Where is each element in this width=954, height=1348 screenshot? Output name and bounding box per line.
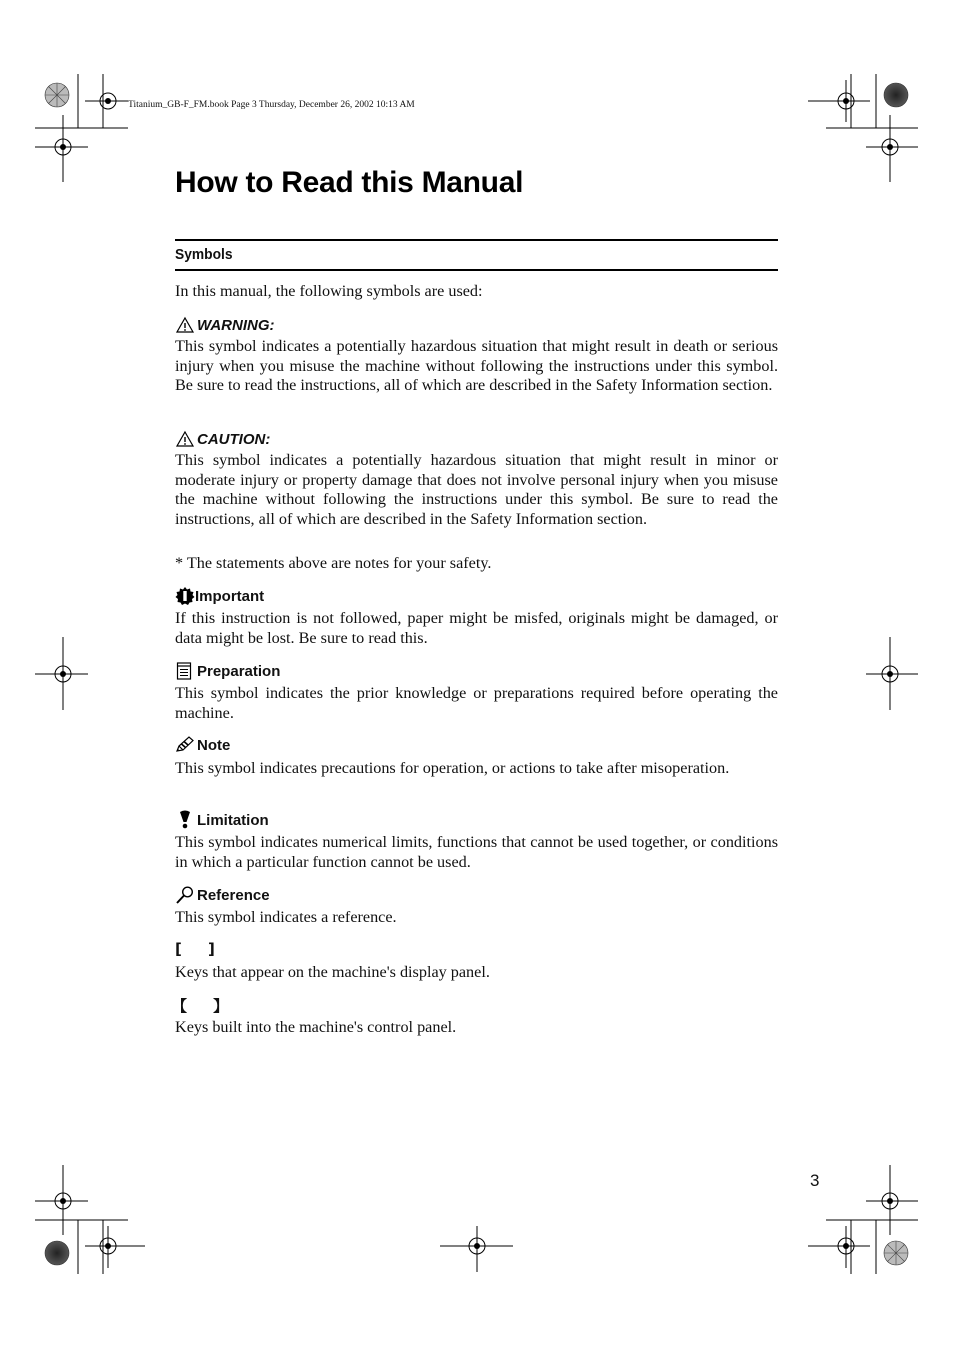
book-file-header: Titanium_GB-F_FM.book Page 3 Thursday, December 26, 2002 10:13 AM: [128, 100, 415, 110]
preparation-text: This symbol indicates the prior knowledge or preparations required before operating the machine.: [175, 684, 778, 722]
caution-triangle-icon: [175, 429, 195, 449]
limitation-label: Limitation: [197, 811, 269, 829]
caution-text: This symbol indicates a potentially hazardous situation that might result in minor or moderate injury or property damage that does not involve personal injury when you misuse the machine without following the instructions under this symbol. Be sure to read the instructions, all of which are described in the Safety Information section.: [175, 451, 778, 528]
display-key-brackets: [ ]: [175, 940, 215, 958]
important-badge-icon: [175, 586, 195, 606]
display-keys-text: Keys that appear on the machine's display panel.: [175, 963, 490, 981]
preparation-label: Preparation: [197, 662, 281, 680]
control-key-brackets: 【 】: [172, 997, 229, 1015]
important-label: Important: [195, 587, 265, 605]
caution-heading: [175, 429, 270, 449]
page-number: 3: [810, 1171, 820, 1190]
preparation-heading: [175, 661, 280, 681]
page-title: How to Read this Manual: [175, 166, 524, 199]
important-text: If this instruction is not followed, paper might be misfed, originals might be damaged, or data might be lost. Be sure to read this.: [175, 609, 778, 647]
limitation-heading: [175, 810, 269, 830]
control-keys-text: Keys built into the machine's control panel.: [175, 1018, 457, 1036]
warning-text: This symbol indicates a potentially hazardous situation that might result in death or serious injury when you misuse the machine without following the instructions under this symbol. Be sure to read the instructions, all of which are described in the Safety Information section.: [175, 337, 778, 394]
reference-label: Reference: [197, 886, 270, 904]
reference-heading: [175, 885, 270, 905]
warning-label: WARNING:: [197, 316, 275, 334]
note-text: This symbol indicates precautions for operation, or actions to take after misoperation.: [175, 759, 730, 777]
safety-note: * The statements above are notes for your safety.: [175, 554, 492, 572]
reference-magnifier-icon: [175, 885, 195, 905]
note-pencil-icon: [175, 735, 195, 755]
reference-text: This symbol indicates a reference.: [175, 908, 397, 926]
section-heading: Symbols: [175, 246, 233, 263]
note-heading: [175, 735, 230, 755]
important-heading: [175, 586, 264, 606]
preparation-notepad-icon: [175, 661, 195, 681]
intro-text: In this manual, the following symbols are used:: [175, 282, 483, 300]
section-heading-bar: [175, 239, 778, 271]
limitation-exclamation-icon: [175, 810, 195, 830]
note-label: Note: [197, 736, 231, 754]
limitation-text: This symbol indicates numerical limits, functions that cannot be used together, or conditions in which a particular function cannot be used.: [175, 833, 778, 871]
warning-triangle-icon: [175, 315, 195, 335]
warning-heading: [175, 315, 275, 335]
caution-label: CAUTION:: [197, 430, 271, 448]
